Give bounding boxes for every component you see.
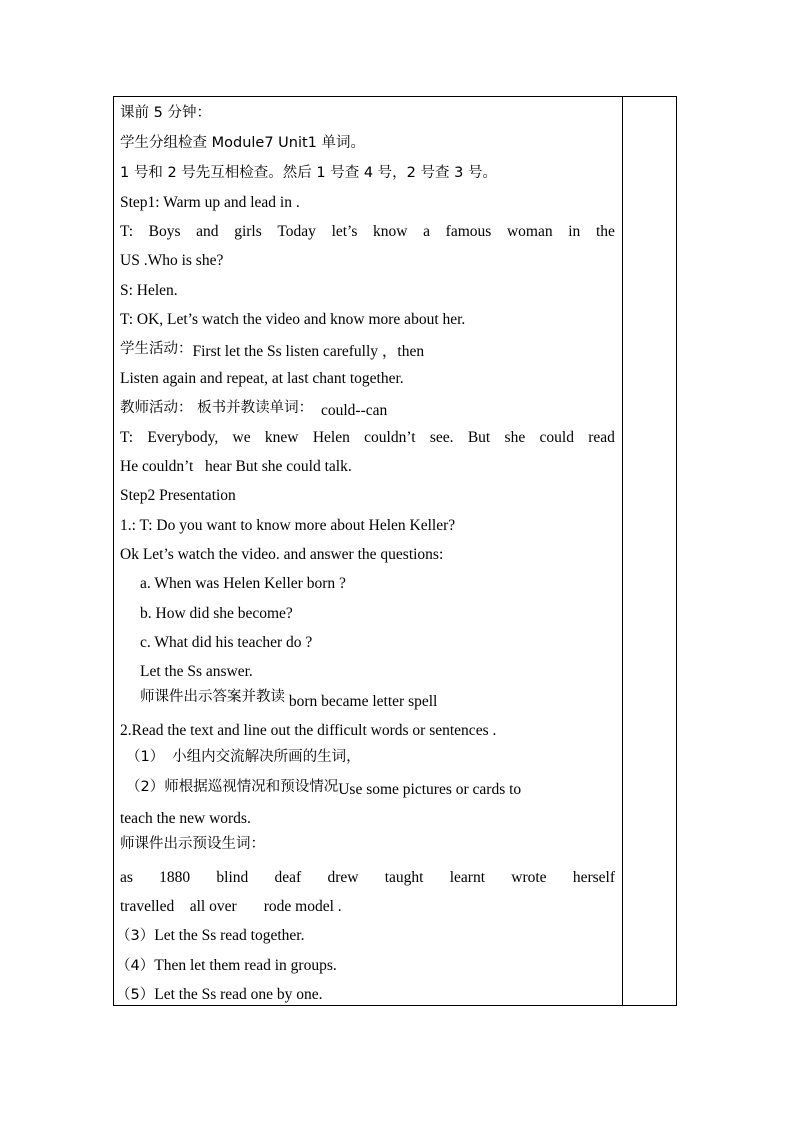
word: Today	[277, 223, 316, 240]
word: wrote	[511, 869, 547, 886]
word: Helen	[312, 429, 350, 446]
watch-answer-line: Ok Let’s watch the video. and answer the questions:	[120, 546, 444, 563]
word: as	[120, 869, 133, 886]
sub-step-1-text: 小组内交流解决所画的生词，	[172, 749, 361, 765]
lesson-plan-table	[113, 96, 677, 1006]
word: the	[595, 223, 615, 240]
new-words-line	[120, 868, 615, 888]
teach-words-line: teach the new words.	[120, 810, 251, 827]
question-line: US .Who is she?	[120, 252, 224, 269]
word: we	[232, 429, 251, 446]
ss-answer-line: Let the Ss answer.	[140, 663, 253, 680]
helen-abilities-line: He couldn’t hear But she could talk.	[120, 458, 352, 475]
word: let’s	[331, 223, 358, 240]
teacher-intro-line	[120, 222, 615, 242]
preset-words-heading: 师课件出示预设生词：	[120, 836, 265, 852]
sub-step-5	[116, 985, 323, 1005]
word: could	[539, 429, 574, 446]
sub-step-5-number: （5）	[116, 987, 155, 1003]
word: Everybody,	[147, 429, 219, 446]
student-activity-line	[120, 339, 424, 359]
word: and	[196, 223, 219, 240]
student-activity-label: 学生活动：	[120, 341, 193, 357]
sub-step-1-number: （1）	[126, 749, 165, 765]
listen-repeat-line: Listen again and repeat, at last chant together.	[120, 370, 404, 387]
word: taught	[384, 869, 424, 886]
question-b: b. How did she become?	[140, 605, 293, 622]
teacher-activity-line	[120, 398, 387, 418]
watch-video-line: T: OK, Let’s watch the video and know more about her.	[120, 311, 466, 328]
word: knew	[264, 429, 299, 446]
presentation-question: 1.: T: Do you want to know more about Helen Keller?	[120, 517, 456, 534]
teacher-explain-line	[120, 428, 615, 448]
word: read	[588, 429, 615, 446]
word: deaf	[274, 869, 302, 886]
word: a	[423, 223, 431, 240]
word: T:	[120, 429, 134, 446]
read-text-line: 2.Read the text and line out the difficult words or sentences .	[120, 722, 497, 739]
pre-class-heading: 课前 5 分钟：	[120, 105, 211, 121]
step2-heading: Step2 Presentation	[120, 487, 236, 504]
word: woman	[506, 223, 553, 240]
student-activity-text: First let the Ss listen carefully ，then	[192, 343, 425, 360]
new-words-line-2: travelled all over rode model .	[120, 898, 342, 915]
word: famous	[445, 223, 492, 240]
word: in	[568, 223, 581, 240]
question-c: c. What did his teacher do ?	[140, 634, 313, 651]
word: drew	[327, 869, 359, 886]
word: girls	[234, 223, 262, 240]
group-check-line: 学生分组检查 Module7 Unit1 单词。	[120, 135, 366, 151]
sub-step-3-number: （3）	[116, 928, 155, 944]
show-answers-label: 师课件出示答案并教读	[140, 689, 285, 705]
notes-cell	[623, 97, 676, 1005]
word: T:	[120, 223, 134, 240]
word: 1880	[159, 869, 191, 886]
sub-step-3	[116, 926, 305, 946]
sub-step-2	[126, 777, 521, 797]
show-answers-words: born became letter spell	[288, 693, 438, 710]
sub-step-2-english: Use some pictures or cards to	[338, 781, 522, 798]
word: learnt	[449, 869, 486, 886]
sub-step-5-text: Let the Ss read one by one.	[154, 986, 323, 1003]
word: see.	[429, 429, 454, 446]
question-a: a. When was Helen Keller born ?	[140, 575, 346, 592]
sub-step-2-text: 师根据巡视情况和预设情况	[164, 779, 339, 795]
sub-step-3-text: Let the Ss read together.	[154, 927, 305, 944]
word: couldn’t	[364, 429, 416, 446]
show-answers-line	[140, 687, 438, 710]
word: herself	[572, 869, 615, 886]
word: But	[467, 429, 491, 446]
word: Boys	[148, 223, 181, 240]
word: know	[373, 223, 408, 240]
sub-step-4-number: （4）	[116, 958, 155, 974]
sub-step-2-number: （2）	[126, 779, 165, 795]
sub-step-1	[126, 747, 361, 767]
word: she	[504, 429, 526, 446]
teacher-activity-words: could--can	[320, 402, 388, 419]
word: blind	[216, 869, 249, 886]
sub-step-4	[116, 956, 337, 976]
teacher-activity-label: 教师活动： 板书并教读单词：	[120, 400, 314, 416]
step1-heading: Step1: Warm up and lead in .	[120, 194, 300, 211]
student-answer-line: S: Helen.	[120, 282, 178, 299]
pair-check-line: 1 号和 2 号先互相检查。然后 1 号查 4 号，2 号查 3 号。	[120, 165, 497, 181]
sub-step-4-text: Then let them read in groups.	[154, 957, 337, 974]
